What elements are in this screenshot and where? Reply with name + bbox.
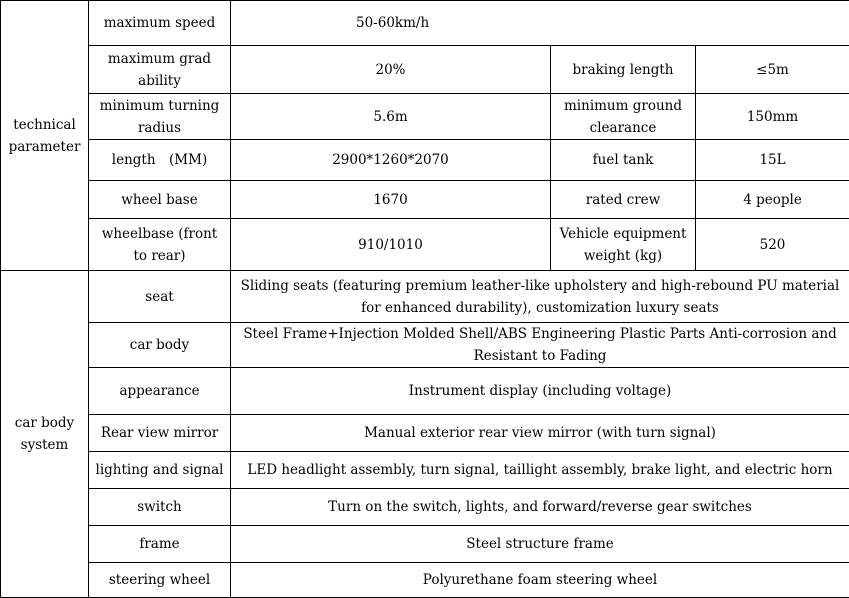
value-frame: Steel structure frame: [231, 526, 849, 563]
value-braking-length: ≤5m: [696, 46, 849, 94]
value-vehicle-equipment-weight: 520: [696, 219, 849, 271]
label-length: length (MM): [89, 140, 231, 181]
table-row: [1, 46, 849, 94]
label-maximum-grade: maximum grad ability: [89, 46, 231, 94]
label-switch: switch: [89, 489, 231, 526]
value-seat: Sliding seats (featuring premium leather-like upholstery and high-rebound PU material for enhanced durability), customization luxury seats: [231, 271, 849, 323]
label-lighting-and-signal: lighting and signal: [89, 452, 231, 489]
value-lighting-and-signal: LED headlight assembly, turn signal, taillight assembly, brake light, and electric horn: [231, 452, 849, 489]
value-wheelbase-front-rear: 910/1010: [231, 219, 551, 271]
label-steering-wheel: steering wheel: [89, 563, 231, 598]
label-vehicle-equipment-weight: Vehicle equipment weight (kg): [551, 219, 696, 271]
table-row: [1, 271, 849, 323]
table-row: [1, 140, 849, 181]
table-row: [1, 219, 849, 271]
value-rated-crew: 4 people: [696, 181, 849, 219]
value-car-body: Steel Frame+Injection Molded Shell/ABS Engineering Plastic Parts Anti-corrosion and Resistant to Fading: [231, 323, 849, 368]
table-row: [1, 181, 849, 219]
table-row: [1, 489, 849, 526]
table-row: [1, 323, 849, 368]
value-wheel-base: 1670: [231, 181, 551, 219]
table-row: [1, 415, 849, 452]
table-row: [1, 526, 849, 563]
label-maximum-speed: maximum speed: [89, 1, 231, 46]
value-steering-wheel: Polyurethane foam steering wheel: [231, 563, 849, 598]
value-rear-view-mirror: Manual exterior rear view mirror (with turn signal): [231, 415, 849, 452]
label-frame: frame: [89, 526, 231, 563]
value-switch: Turn on the switch, lights, and forward/reverse gear switches: [231, 489, 849, 526]
table-row: [1, 94, 849, 140]
label-minimum-turning-radius: minimum turning radius: [89, 94, 231, 140]
label-car-body: car body: [89, 323, 231, 368]
label-braking-length: braking length: [551, 46, 696, 94]
table-row: [1, 563, 849, 598]
label-appearance: appearance: [89, 368, 231, 415]
label-fuel-tank: fuel tank: [551, 140, 696, 181]
table-row: [1, 452, 849, 489]
table-row: [1, 368, 849, 415]
value-fuel-tank: 15L: [696, 140, 849, 181]
section-technical-parameter: technical parameter: [1, 1, 89, 271]
value-minimum-turning-radius: 5.6m: [231, 94, 551, 140]
value-maximum-grade: 20%: [231, 46, 551, 94]
table-row: [1, 1, 849, 46]
value-appearance: Instrument display (including voltage): [231, 368, 849, 415]
value-minimum-ground-clearance: 150mm: [696, 94, 849, 140]
value-length: 2900*1260*2070: [231, 140, 551, 181]
label-wheel-base: wheel base: [89, 181, 231, 219]
label-minimum-ground-clearance: minimum ground clearance: [551, 94, 696, 140]
label-seat: seat: [89, 271, 231, 323]
label-wheelbase-front-rear: wheelbase (front to rear): [89, 219, 231, 271]
label-rated-crew: rated crew: [551, 181, 696, 219]
section-car-body-system: car body system: [1, 271, 89, 598]
label-rear-view-mirror: Rear view mirror: [89, 415, 231, 452]
value-maximum-speed: 50-60km/h: [231, 1, 849, 46]
